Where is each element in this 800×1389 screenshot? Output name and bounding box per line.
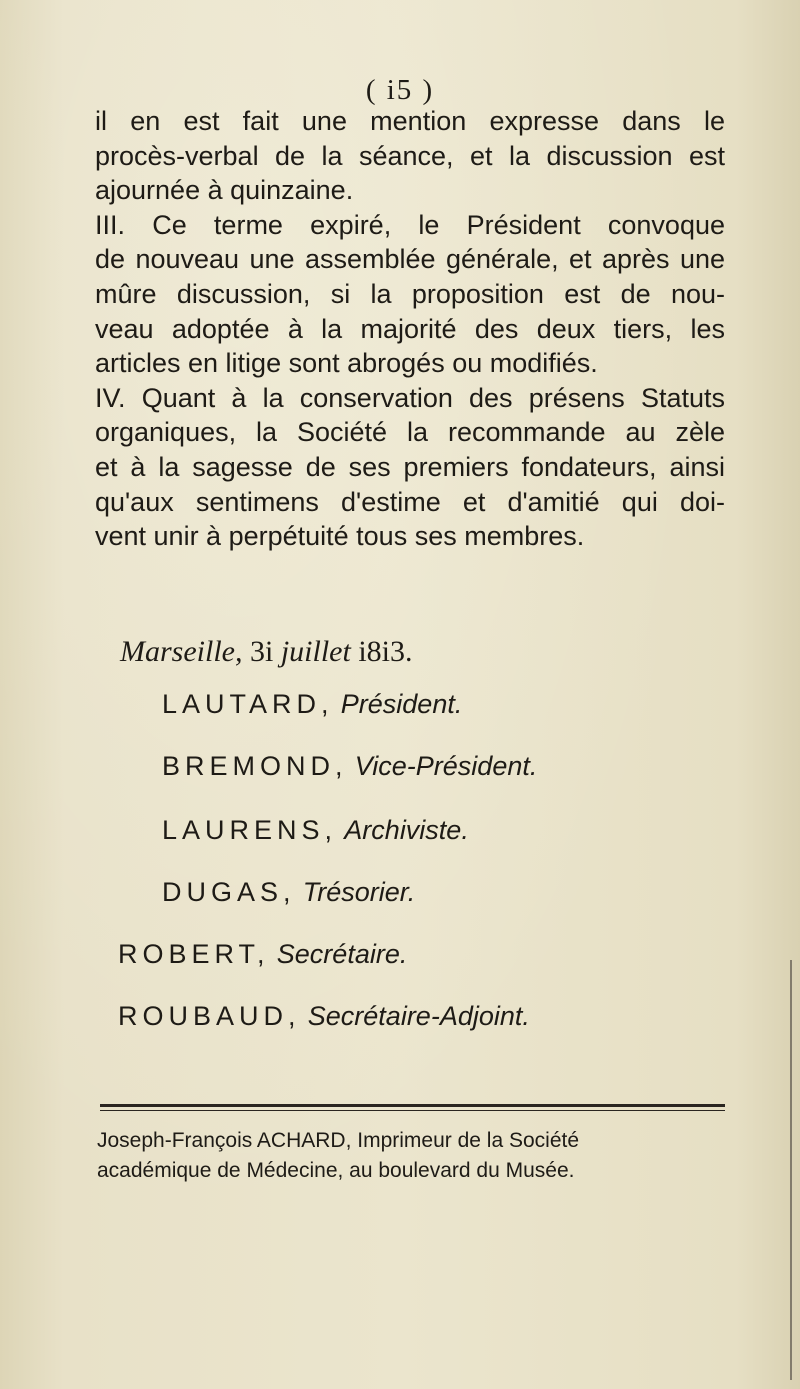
signatory-name: LAURENS,: [162, 815, 338, 845]
body-text: [95, 104, 725, 554]
signature-tresorier: [162, 876, 415, 909]
place: Marseille,: [120, 635, 243, 668]
body-line: articles en litige sont abrogés ou modifiés.: [95, 348, 598, 379]
signatory-title: Secrétaire-Adjoint.: [307, 1001, 530, 1031]
month: juillet: [280, 635, 351, 668]
body-line: procès-verbal de la séance, et la discussion est: [95, 140, 725, 171]
body-line: de nouveau une assemblée générale, et après une: [95, 244, 725, 275]
signature-president: [162, 688, 462, 721]
signatory-title: Président.: [340, 689, 463, 719]
body-line: veau adoptée à la majorité des deux tiers, les: [95, 313, 725, 344]
signatory-name: ROUBAUD,: [118, 1001, 301, 1031]
body-line: mûre discussion, si la proposition est de nou-: [95, 278, 725, 309]
signature-archiviste: [162, 814, 469, 847]
body-line: III. Ce terme expiré, le Président convoque: [95, 209, 725, 240]
signature-secretaire-adjoint: [118, 1000, 530, 1033]
day: 3i: [249, 635, 274, 668]
signatory-title: Archiviste.: [344, 815, 469, 845]
signature-vice-president: [162, 750, 537, 783]
body-line: ajournée à quinzaine.: [95, 175, 354, 206]
page-number: ( i5 ): [365, 74, 435, 106]
imprint-line: académique de Médecine, au boulevard du Musée.: [97, 1159, 575, 1182]
signatory-title: Trésorier.: [302, 877, 416, 907]
body-line: il en est fait une mention expresse dans le: [95, 106, 725, 136]
signature-secretaire: [118, 938, 407, 971]
body-line: et à la sagesse de ses premiers fondateurs, ainsi: [95, 451, 725, 482]
body-line: IV. Quant à la conservation des présens Statuts: [95, 382, 725, 413]
printer-imprint: [97, 1126, 737, 1186]
place-date: [120, 635, 413, 669]
signatory-title: Secrétaire.: [276, 939, 408, 969]
signatory-name: ROBERT,: [118, 939, 270, 969]
body-line: vent unir à perpétuité tous ses membres.: [95, 521, 585, 552]
signatory-name: LAUTARD,: [162, 689, 334, 719]
signatory-name: BREMOND,: [162, 751, 348, 781]
body-line: organiques, la Société la recommande au zèle: [95, 417, 725, 448]
imprint-line: Joseph-François ACHARD, Imprimeur de la Société: [97, 1129, 580, 1152]
signatory-title: Vice-Président.: [354, 751, 538, 781]
page-edge-shadow: [790, 960, 792, 1380]
divider-rule-thin: [100, 1110, 725, 1111]
body-line: qu'aux sentimens d'estime et d'amitié qui doi-: [95, 486, 725, 517]
divider-rule: [100, 1104, 725, 1107]
year: i8i3.: [358, 635, 413, 668]
signatory-name: DUGAS,: [162, 877, 296, 907]
